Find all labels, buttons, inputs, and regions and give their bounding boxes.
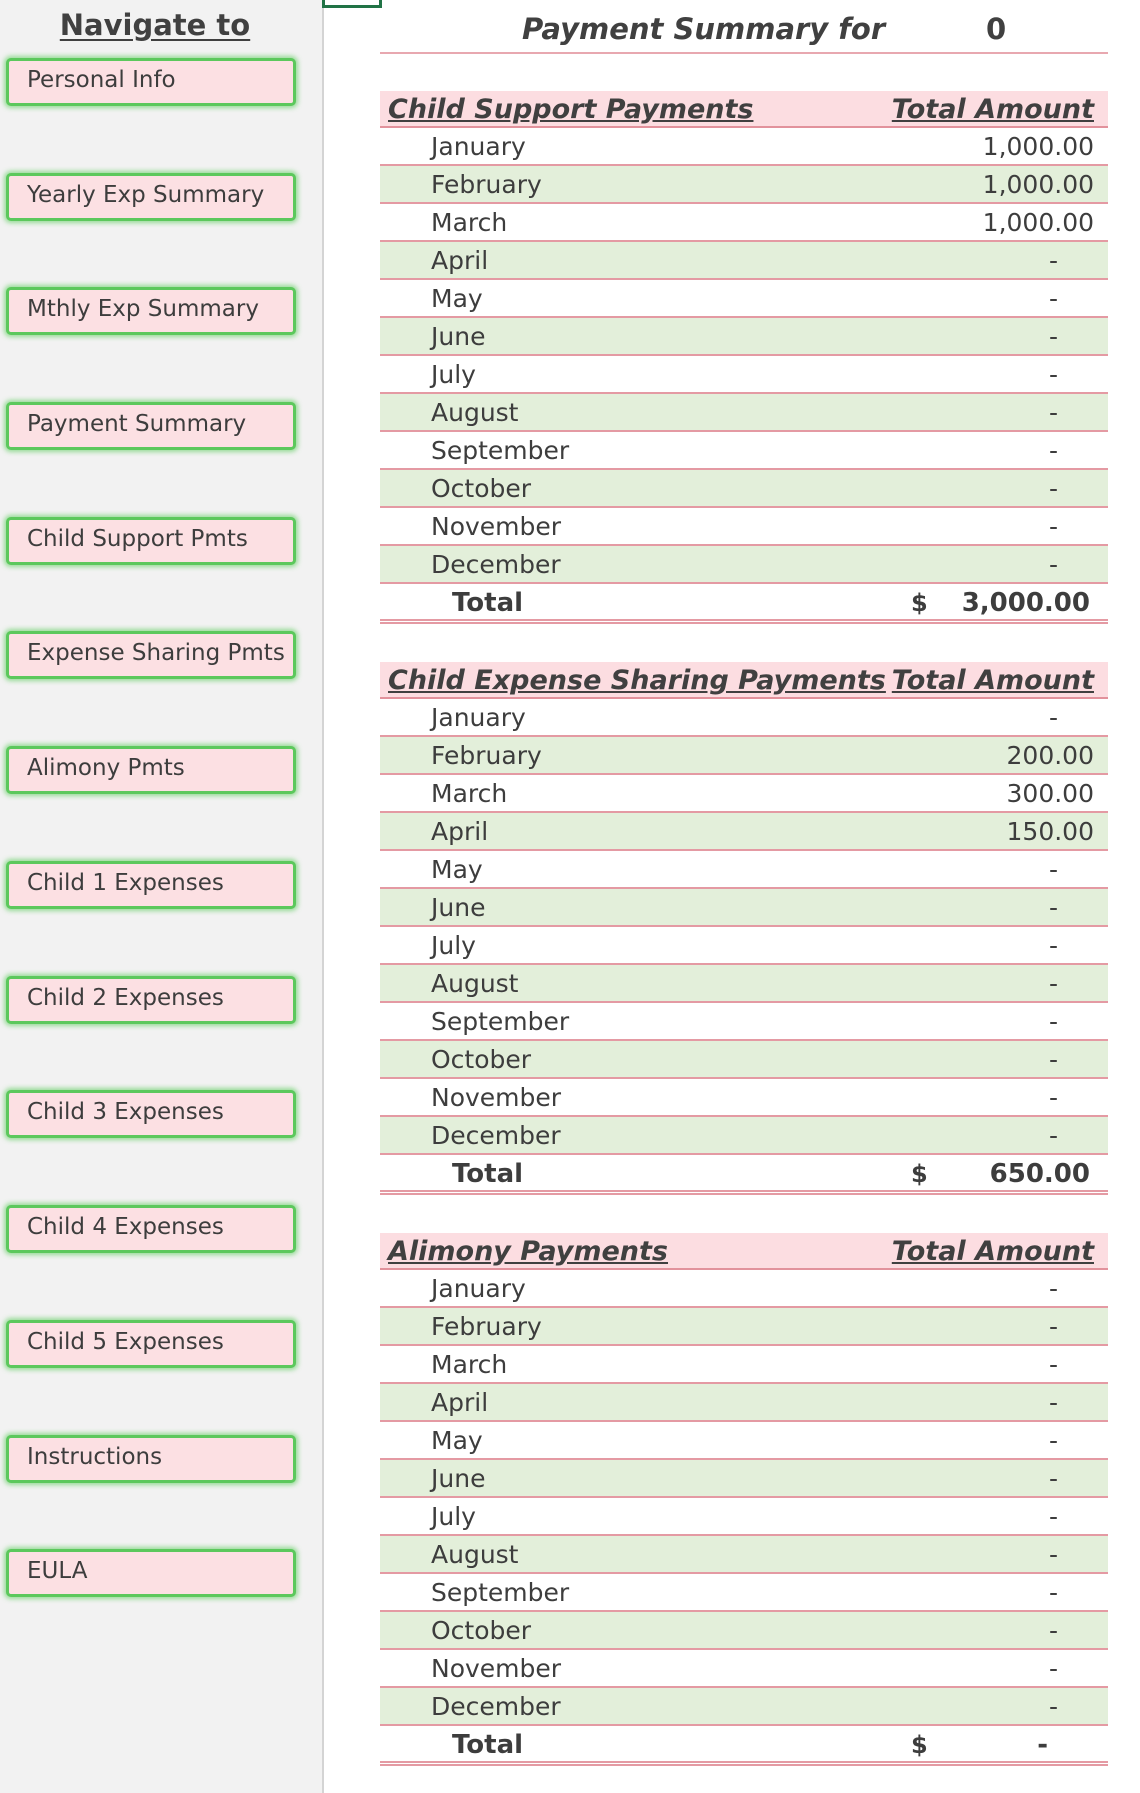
table-row [380,1536,1108,1574]
currency-symbol: $ [911,589,928,617]
nav-button-child-4-expenses[interactable]: Child 4 Expenses [6,1205,296,1253]
currency-symbol: $ [911,1731,928,1759]
month-cell[interactable]: October [431,1616,532,1645]
month-cell[interactable]: December [431,1692,561,1721]
month-cell[interactable]: May [431,1426,483,1455]
amount-cell[interactable]: - [1048,436,1058,465]
table-row [380,394,1108,432]
page-title [380,8,1108,54]
amount-cell[interactable]: - [1048,1692,1058,1721]
table-row [380,1308,1108,1346]
month-cell[interactable]: November [431,1654,562,1683]
table-row [380,166,1108,204]
month-cell[interactable]: November [431,1083,562,1112]
table-row [380,927,1108,965]
month-cell[interactable]: May [431,284,483,313]
month-cell[interactable]: August [431,969,519,998]
month-cell[interactable]: April [431,817,489,846]
amount-cell[interactable]: - [1048,1007,1058,1036]
amount-cell[interactable]: - [1048,474,1058,503]
child-support-payments-table [380,91,1108,624]
month-cell[interactable]: December [431,1121,561,1150]
nav-button-child-support-pmts[interactable]: Child Support Pmts [6,517,296,565]
month-cell[interactable]: June [431,1464,486,1493]
month-cell[interactable]: February [431,170,542,199]
table-row [380,1270,1108,1308]
total-row [380,1726,1108,1766]
table-row [380,1346,1108,1384]
amount-cell[interactable]: - [1048,246,1058,275]
amount-column-header: Total Amount [891,94,1094,125]
month-cell[interactable]: April [431,1388,489,1417]
alimony-payments-table [380,1233,1108,1766]
nav-button-child-5-expenses[interactable]: Child 5 Expenses [6,1320,296,1368]
currency-symbol: $ [911,1160,928,1188]
amount-cell[interactable]: - [1048,1083,1058,1112]
section-header [380,91,1108,128]
amount-cell[interactable]: - [1048,360,1058,389]
table-row [380,280,1108,318]
month-cell[interactable]: May [431,855,483,884]
amount-cell[interactable]: 300.00 [1006,779,1094,808]
amount-cell[interactable]: - [1048,1274,1058,1303]
month-cell[interactable]: August [431,1540,519,1569]
total-value[interactable]: 3,000.00 [961,588,1090,618]
month-cell[interactable]: October [431,1045,532,1074]
amount-cell[interactable]: - [1048,322,1058,351]
nav-button-instructions[interactable]: Instructions [6,1435,296,1483]
nav-button-child-3-expenses[interactable]: Child 3 Expenses [6,1090,296,1138]
nav-button-yearly-exp-summary[interactable]: Yearly Exp Summary [6,173,296,221]
table-row [380,546,1108,584]
table-row [380,813,1108,851]
amount-cell[interactable]: - [1048,1502,1058,1531]
amount-cell[interactable]: - [1048,893,1058,922]
month-cell[interactable]: July [431,1502,476,1531]
table-row [380,1688,1108,1726]
table-row [380,1384,1108,1422]
section-title: Child Expense Sharing Payments [388,665,886,696]
amount-cell[interactable]: - [1048,1350,1058,1379]
table-row [380,1079,1108,1117]
total-label: Total [452,1159,524,1189]
nav-button-alimony-pmts[interactable]: Alimony Pmts [6,746,296,794]
page-title-value[interactable]: 0 [986,12,1007,46]
section-header [380,1233,1108,1270]
amount-cell[interactable]: - [1048,284,1058,313]
table-row [380,1460,1108,1498]
amount-cell[interactable]: - [1048,1578,1058,1607]
nav-button-expense-sharing-pmts[interactable]: Expense Sharing Pmts [6,631,296,679]
month-cell[interactable]: March [431,1350,508,1379]
table-row [380,1003,1108,1041]
month-cell[interactable]: June [431,893,486,922]
table-row [380,775,1108,813]
month-cell[interactable]: December [431,550,561,579]
total-value[interactable]: 650.00 [989,1159,1090,1189]
amount-cell[interactable]: - [1048,398,1058,427]
amount-column-header: Total Amount [891,1236,1094,1267]
section-title: Alimony Payments [388,1236,669,1267]
table-row [380,699,1108,737]
month-cell[interactable]: January [431,1274,526,1303]
month-cell[interactable]: July [431,931,476,960]
nav-button-personal-info[interactable]: Personal Info [6,58,296,106]
total-row [380,1155,1108,1195]
amount-cell[interactable]: 150.00 [1006,817,1094,846]
month-cell[interactable]: January [431,132,526,161]
table-row [380,356,1108,394]
total-row [380,584,1108,624]
table-row [380,737,1108,775]
amount-cell[interactable]: - [1048,1540,1058,1569]
month-cell[interactable]: November [431,512,562,541]
amount-cell[interactable]: 1,000.00 [982,170,1094,199]
amount-cell[interactable]: - [1048,1045,1058,1074]
table-row [380,851,1108,889]
table-row [380,318,1108,356]
nav-button-child-1-expenses[interactable]: Child 1 Expenses [6,861,296,909]
month-cell[interactable]: July [431,360,476,389]
amount-column-header: Total Amount [891,665,1094,696]
nav-heading: Navigate to [59,8,251,42]
table-row [380,1498,1108,1536]
table-row [380,965,1108,1003]
amount-cell[interactable]: 1,000.00 [982,132,1094,161]
month-cell[interactable]: April [431,246,489,275]
amount-cell[interactable]: - [1048,512,1058,541]
amount-cell[interactable]: 200.00 [1006,741,1094,770]
amount-cell[interactable]: - [1048,1388,1058,1417]
section-header [380,662,1108,699]
table-row [380,128,1108,166]
active-cell-indicator[interactable] [322,0,382,8]
table-row [380,508,1108,546]
table-row [380,242,1108,280]
month-cell[interactable]: September [431,1578,570,1607]
month-cell[interactable]: January [431,703,526,732]
amount-cell[interactable]: - [1048,1121,1058,1150]
month-cell[interactable]: February [431,741,542,770]
amount-cell[interactable]: - [1048,855,1058,884]
table-row [380,889,1108,927]
amount-cell[interactable]: - [1048,1312,1058,1341]
month-cell[interactable]: March [431,779,508,808]
page-title-label: Payment Summary for [522,12,886,46]
table-row [380,1422,1108,1460]
navigation-sidebar [0,0,324,1793]
total-label: Total [452,588,524,618]
table-row [380,432,1108,470]
amount-cell[interactable]: 1,000.00 [982,208,1094,237]
table-row [380,204,1108,242]
table-row [380,1612,1108,1650]
amount-cell[interactable]: - [1048,931,1058,960]
total-label: Total [452,1730,524,1760]
amount-cell[interactable]: - [1048,1464,1058,1493]
nav-button-payment-summary[interactable]: Payment Summary [6,402,296,450]
month-cell[interactable]: October [431,474,532,503]
amount-cell[interactable]: - [1048,1426,1058,1455]
month-cell[interactable]: June [431,322,486,351]
month-cell[interactable]: March [431,208,508,237]
nav-button-eula[interactable]: EULA [6,1549,296,1597]
amount-cell[interactable]: - [1048,550,1058,579]
month-cell[interactable]: August [431,398,519,427]
month-cell[interactable]: September [431,436,570,465]
nav-button-child-2-expenses[interactable]: Child 2 Expenses [6,976,296,1024]
amount-cell[interactable]: - [1048,1654,1058,1683]
amount-cell[interactable]: - [1048,969,1058,998]
total-value[interactable]: - [1037,1730,1048,1760]
table-row [380,1650,1108,1688]
table-row [380,1574,1108,1612]
child-expense-sharing-table [380,662,1108,1195]
table-row [380,470,1108,508]
amount-cell[interactable]: - [1048,703,1058,732]
month-cell[interactable]: September [431,1007,570,1036]
nav-button-mthly-exp-summary[interactable]: Mthly Exp Summary [6,287,296,335]
amount-cell[interactable]: - [1048,1616,1058,1645]
section-title: Child Support Payments [388,94,754,125]
table-row [380,1117,1108,1155]
month-cell[interactable]: February [431,1312,542,1341]
table-row [380,1041,1108,1079]
